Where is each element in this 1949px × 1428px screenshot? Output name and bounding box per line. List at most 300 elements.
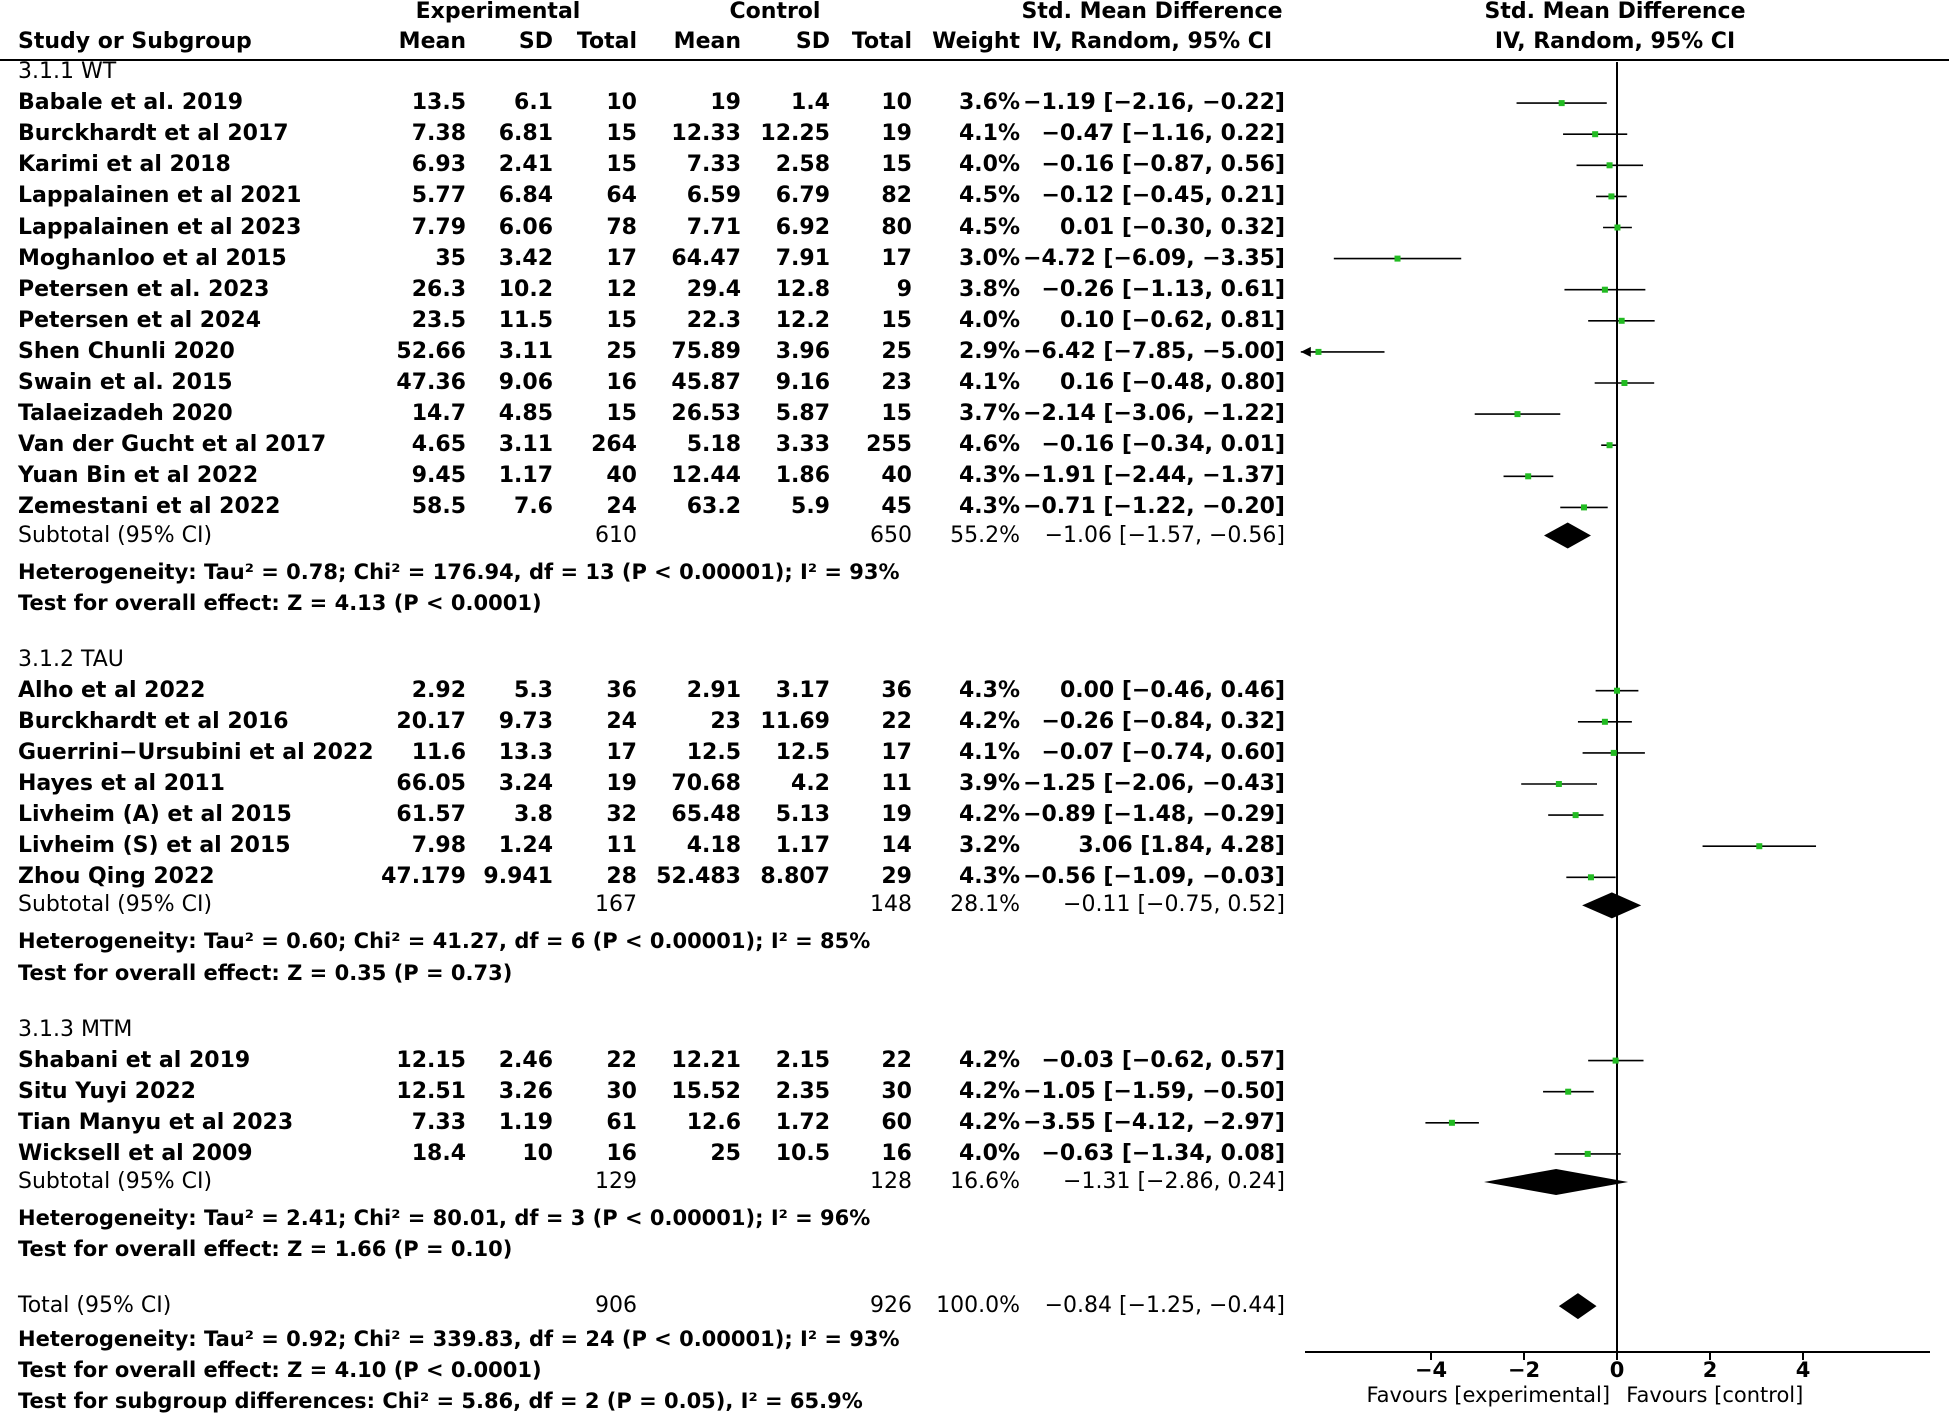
total-diamond — [1559, 1293, 1597, 1319]
mean-ctl: 26.53 — [671, 401, 741, 427]
study-name: Situ Yuyi 2022 — [18, 1078, 196, 1104]
sd-exp: 3.24 — [498, 771, 553, 796]
mean-ctl: 7.33 — [686, 152, 741, 178]
total-ci: −0.84 [−1.25, −0.44] — [1044, 1293, 1285, 1319]
study-name: Van der Gucht et al 2017 — [18, 432, 327, 458]
mean-exp: 5.77 — [411, 183, 466, 209]
total-ctl: 60 — [881, 1109, 912, 1135]
smd-ci: −0.07 [−0.74, 0.60] — [1041, 739, 1285, 765]
study-name: Alho et al 2022 — [18, 677, 206, 703]
point-estimate — [1602, 287, 1608, 293]
total-exp: 61 — [606, 1109, 637, 1135]
point-estimate — [1514, 411, 1520, 417]
mean-ctl: 19 — [710, 90, 741, 116]
weight: 4.0% — [958, 1140, 1020, 1166]
weight: 4.2% — [958, 802, 1020, 828]
sd-ctl: 3.33 — [775, 432, 830, 458]
weight: 4.3% — [958, 463, 1020, 489]
subtotal-ci: −1.31 [−2.86, 0.24] — [1063, 1169, 1285, 1194]
x-tick-label: −4 — [1414, 1358, 1448, 1382]
mean-ctl: 25 — [710, 1140, 741, 1166]
heterogeneity-text: Heterogeneity: Tau² = 2.41; Chi² = 80.01, df = 3 (P < 0.00001); I² = 96% — [18, 1206, 871, 1230]
mean-exp: 35 — [435, 245, 466, 271]
smd-ci: −1.25 [−2.06, −0.43] — [1023, 771, 1285, 796]
sd-exp: 1.17 — [498, 463, 553, 489]
sd-ctl: 5.87 — [775, 401, 830, 427]
point-estimate — [1607, 162, 1613, 168]
subgroup-title: 3.1.2 TAU — [18, 646, 124, 672]
subtotal-diamond — [1582, 892, 1641, 918]
sd-ctl: 9.16 — [775, 370, 830, 395]
total-exp: 10 — [606, 90, 637, 116]
total-ctl: 23 — [881, 370, 912, 395]
total-exp: 32 — [606, 802, 637, 828]
total-ctl: 30 — [881, 1078, 912, 1104]
mean-ctl: 22.3 — [686, 307, 741, 333]
point-estimate — [1588, 874, 1594, 880]
mean-ctl: 12.5 — [686, 739, 741, 765]
total-exp: 64 — [606, 183, 637, 209]
header-study: Study or Subgroup — [18, 29, 252, 54]
sd-exp: 10.2 — [498, 276, 553, 302]
header-weight: Weight — [932, 29, 1020, 54]
header-method-plot: IV, Random, 95% CI — [1494, 29, 1736, 54]
sd-ctl: 5.9 — [791, 494, 830, 520]
study-name: Burckhardt et al 2016 — [18, 708, 289, 734]
total-exp: 15 — [606, 307, 637, 333]
total-ctl: 22 — [881, 1047, 912, 1073]
mean-exp: 47.179 — [381, 864, 466, 890]
sd-ctl: 4.2 — [791, 771, 830, 796]
subtotal-label: Subtotal (95% CI) — [18, 892, 213, 918]
total-ctl: 36 — [881, 677, 912, 703]
point-estimate — [1607, 442, 1613, 448]
mean-exp: 23.5 — [411, 307, 466, 333]
weight: 4.1% — [958, 739, 1020, 765]
mean-ctl: 12.44 — [671, 463, 741, 489]
mean-exp: 58.5 — [411, 494, 466, 520]
mean-exp: 66.05 — [396, 771, 466, 796]
sd-exp: 5.3 — [514, 677, 553, 703]
total-exp: 25 — [606, 338, 637, 364]
total-ctl: 29 — [881, 864, 912, 890]
point-estimate — [1614, 688, 1620, 694]
total-ctl: 15 — [881, 152, 912, 178]
mean-exp: 7.33 — [411, 1109, 466, 1135]
weight: 4.1% — [958, 370, 1020, 395]
point-estimate — [1619, 318, 1625, 324]
header-mean-ctl: Mean — [673, 29, 741, 54]
study-name: Livheim (A) et al 2015 — [18, 802, 292, 828]
mean-ctl: 6.59 — [686, 183, 741, 209]
weight: 3.6% — [958, 90, 1020, 116]
smd-ci: −1.19 [−2.16, −0.22] — [1023, 90, 1285, 116]
smd-ci: 0.01 [−0.30, 0.32] — [1059, 214, 1285, 240]
total-exp: 16 — [606, 370, 637, 395]
weight: 4.6% — [958, 432, 1020, 458]
sd-ctl: 12.25 — [760, 121, 830, 147]
weight: 3.9% — [958, 771, 1020, 796]
total-label: Total (95% CI) — [18, 1293, 172, 1319]
sd-exp: 3.8 — [514, 802, 553, 828]
weight: 4.3% — [958, 494, 1020, 520]
weight: 3.2% — [958, 833, 1020, 859]
point-estimate — [1581, 504, 1587, 510]
weight: 4.2% — [958, 708, 1020, 734]
mean-exp: 18.4 — [411, 1140, 466, 1166]
study-name: Hayes et al 2011 — [18, 771, 225, 796]
header-total-ctl: Total — [851, 29, 912, 54]
study-name: Swain et al. 2015 — [18, 370, 233, 395]
sd-ctl: 12.5 — [775, 739, 830, 765]
subtotal-label: Subtotal (95% CI) — [18, 522, 213, 548]
sd-exp: 7.6 — [514, 494, 553, 520]
mean-exp: 26.3 — [411, 276, 466, 302]
point-estimate — [1565, 1089, 1571, 1095]
total-exp: 22 — [606, 1047, 637, 1073]
mean-ctl: 65.48 — [671, 802, 741, 828]
mean-exp: 2.92 — [411, 677, 466, 703]
smd-ci: −0.03 [−0.62, 0.57] — [1041, 1047, 1285, 1073]
mean-ctl: 63.2 — [686, 494, 741, 520]
point-estimate — [1621, 380, 1627, 386]
header-sd-exp: SD — [518, 29, 553, 54]
study-name: Wicksell et al 2009 — [18, 1140, 253, 1166]
sd-exp: 3.26 — [498, 1078, 553, 1104]
study-name: Guerrini−Ursubini et al 2022 — [18, 739, 374, 765]
subtotal-weight: 28.1% — [950, 892, 1020, 918]
total-exp: 16 — [606, 1140, 637, 1166]
sd-exp: 6.84 — [498, 183, 553, 209]
total-ctl: 19 — [881, 802, 912, 828]
weight: 3.0% — [958, 245, 1020, 271]
point-estimate — [1556, 781, 1562, 787]
total-exp: 12 — [606, 276, 637, 302]
smd-ci: −0.16 [−0.87, 0.56] — [1041, 152, 1285, 178]
study-name: Zhou Qing 2022 — [18, 864, 215, 890]
mean-ctl: 12.33 — [671, 121, 741, 147]
sd-exp: 3.11 — [498, 432, 553, 458]
mean-ctl: 75.89 — [671, 338, 741, 364]
subtotal-total-exp: 610 — [595, 522, 637, 548]
point-estimate — [1756, 843, 1762, 849]
header-total-exp: Total — [576, 29, 637, 54]
total-ctl: 9 — [896, 276, 912, 302]
subgroup-title: 3.1.1 WT — [18, 59, 117, 84]
header-smd-plot: Std. Mean Difference — [1484, 0, 1746, 24]
total-exp: 17 — [606, 245, 637, 271]
sd-exp: 2.41 — [498, 152, 553, 178]
sd-ctl: 1.17 — [775, 833, 830, 859]
sd-ctl: 1.86 — [775, 463, 830, 489]
smd-ci: −0.89 [−1.48, −0.29] — [1023, 802, 1285, 828]
study-name: Zemestani et al 2022 — [18, 494, 281, 520]
smd-ci: −2.14 [−3.06, −1.22] — [1023, 401, 1285, 427]
smd-ci: −0.26 [−1.13, 0.61] — [1041, 276, 1285, 302]
smd-ci: −0.26 [−0.84, 0.32] — [1041, 708, 1285, 734]
total-ctl: 255 — [866, 432, 912, 458]
subtotal-total-ctl: 650 — [870, 522, 912, 548]
weight: 3.7% — [958, 401, 1020, 427]
point-estimate — [1592, 131, 1598, 137]
mean-exp: 13.5 — [411, 90, 466, 116]
sd-exp: 3.42 — [498, 245, 553, 271]
study-name: Lappalainen et al 2023 — [18, 214, 302, 240]
mean-exp: 12.51 — [396, 1078, 466, 1104]
weight: 4.0% — [958, 307, 1020, 333]
weight: 4.0% — [958, 152, 1020, 178]
total-ctl: 25 — [881, 338, 912, 364]
sd-exp: 6.81 — [498, 121, 553, 147]
mean-ctl: 12.21 — [671, 1047, 741, 1073]
study-name: Petersen et al 2024 — [18, 307, 262, 333]
header-method-column: IV, Random, 95% CI — [1031, 29, 1273, 54]
mean-exp: 11.6 — [411, 739, 466, 765]
study-name: Tian Manyu et al 2023 — [18, 1109, 294, 1135]
sd-exp: 1.24 — [498, 833, 553, 859]
weight: 4.3% — [958, 864, 1020, 890]
sd-ctl: 6.92 — [775, 214, 830, 240]
x-tick-label: 0 — [1609, 1358, 1625, 1382]
study-name: Lappalainen et al 2021 — [18, 183, 302, 209]
total-ctl: 19 — [881, 121, 912, 147]
weight: 4.3% — [958, 677, 1020, 703]
mean-exp: 6.93 — [411, 152, 466, 178]
subtotal-total-exp: 129 — [595, 1169, 637, 1194]
header-smd-column: Std. Mean Difference — [1021, 0, 1283, 24]
sd-ctl: 1.4 — [791, 90, 830, 116]
total-ctl: 45 — [881, 494, 912, 520]
x-tick-label: 4 — [1795, 1358, 1811, 1382]
mean-exp: 12.15 — [396, 1047, 466, 1073]
sd-exp: 9.941 — [483, 864, 553, 890]
study-name: Petersen et al. 2023 — [18, 276, 270, 302]
total-exp: 264 — [591, 432, 637, 458]
total-exp: 19 — [606, 771, 637, 796]
subtotal-total-exp: 167 — [595, 892, 637, 918]
subtotal-label: Subtotal (95% CI) — [18, 1169, 213, 1194]
sd-ctl: 3.96 — [775, 338, 830, 364]
sd-ctl: 6.79 — [775, 183, 830, 209]
smd-ci: −0.16 [−0.34, 0.01] — [1041, 432, 1285, 458]
total-ctl: 40 — [881, 463, 912, 489]
study-name: Shabani et al 2019 — [18, 1047, 251, 1073]
total-exp: 15 — [606, 152, 637, 178]
sd-exp: 4.85 — [498, 401, 553, 427]
subtotal-diamond — [1484, 1169, 1628, 1195]
x-tick-label: 2 — [1702, 1358, 1718, 1382]
total-ctl: 82 — [881, 183, 912, 209]
mean-ctl: 12.6 — [686, 1109, 741, 1135]
mean-ctl: 2.91 — [686, 677, 741, 703]
total-exp: 15 — [606, 401, 637, 427]
sd-exp: 1.19 — [498, 1109, 553, 1135]
mean-exp: 7.38 — [411, 121, 466, 147]
point-estimate — [1585, 1151, 1591, 1157]
mean-exp: 47.36 — [396, 370, 466, 395]
mean-ctl: 15.52 — [671, 1078, 741, 1104]
total-exp: 15 — [606, 121, 637, 147]
mean-ctl: 45.87 — [671, 370, 741, 395]
mean-exp: 4.65 — [411, 432, 466, 458]
sd-ctl: 1.72 — [775, 1109, 830, 1135]
subtotal-total-ctl: 128 — [870, 1169, 912, 1194]
mean-ctl: 23 — [710, 708, 741, 734]
subtotal-diamond — [1544, 523, 1591, 549]
header-experimental: Experimental — [415, 0, 581, 24]
mean-ctl: 7.71 — [686, 214, 741, 240]
total-n-ctl: 926 — [870, 1293, 912, 1319]
point-estimate — [1315, 349, 1321, 355]
overall-effect-text: Test for overall effect: Z = 4.13 (P < 0.0001) — [18, 590, 542, 615]
total-exp: 17 — [606, 739, 637, 765]
smd-ci: −4.72 [−6.09, −3.35] — [1023, 245, 1285, 271]
point-estimate — [1573, 812, 1579, 818]
weight: 4.5% — [958, 183, 1020, 209]
sd-exp: 6.1 — [514, 90, 553, 116]
sd-exp: 3.11 — [498, 338, 553, 364]
study-name: Yuan Bin et al 2022 — [18, 463, 259, 489]
sd-ctl: 8.807 — [760, 864, 830, 890]
mean-ctl: 4.18 — [686, 833, 741, 859]
total-ctl: 17 — [881, 245, 912, 271]
subgroup-title: 3.1.3 MTM — [18, 1016, 133, 1042]
sd-ctl: 12.8 — [775, 276, 830, 302]
sd-exp: 9.73 — [498, 708, 553, 734]
subgroup-differences: Test for subgroup differences: Chi² = 5.86, df = 2 (P = 0.05), I² = 65.9% — [18, 1389, 863, 1414]
sd-ctl: 5.13 — [775, 802, 830, 828]
total-ctl: 17 — [881, 739, 912, 765]
subtotal-weight: 16.6% — [950, 1169, 1020, 1194]
sd-exp: 10 — [522, 1140, 553, 1166]
ci-arrow — [1301, 347, 1311, 357]
total-weight: 100.0% — [936, 1293, 1020, 1319]
total-ctl: 16 — [881, 1140, 912, 1166]
total-exp: 24 — [606, 494, 637, 520]
smd-ci: −1.91 [−2.44, −1.37] — [1023, 463, 1285, 489]
study-name: Karimi et al 2018 — [18, 152, 231, 178]
mean-ctl: 52.483 — [656, 864, 741, 890]
total-exp: 78 — [606, 214, 637, 240]
sd-ctl: 11.69 — [760, 708, 830, 734]
total-ctl: 15 — [881, 307, 912, 333]
smd-ci: 0.00 [−0.46, 0.46] — [1059, 677, 1285, 703]
point-estimate — [1602, 719, 1608, 725]
mean-ctl: 64.47 — [671, 245, 741, 271]
header-sd-ctl: SD — [795, 29, 830, 54]
total-exp: 40 — [606, 463, 637, 489]
weight: 4.5% — [958, 214, 1020, 240]
smd-ci: −0.63 [−1.34, 0.08] — [1041, 1140, 1285, 1166]
favours-experimental-label: Favours [experimental] — [1366, 1383, 1611, 1407]
point-estimate — [1611, 750, 1617, 756]
smd-ci: −6.42 [−7.85, −5.00] — [1023, 338, 1285, 364]
smd-ci: −3.55 [−4.12, −2.97] — [1023, 1109, 1285, 1135]
study-name: Moghanloo et al 2015 — [18, 245, 287, 271]
sd-ctl: 2.15 — [775, 1047, 830, 1073]
smd-ci: −0.71 [−1.22, −0.20] — [1023, 494, 1285, 520]
total-ctl: 14 — [881, 833, 912, 859]
subtotal-ci: −0.11 [−0.75, 0.52] — [1063, 892, 1285, 918]
total-ctl: 80 — [881, 214, 912, 240]
header-control: Control — [729, 0, 821, 24]
weight: 4.1% — [958, 121, 1020, 147]
study-name: Shen Chunli 2020 — [18, 338, 235, 364]
weight: 3.8% — [958, 276, 1020, 302]
subtotal-ci: −1.06 [−1.57, −0.56] — [1044, 522, 1285, 548]
smd-ci: −0.47 [−1.16, 0.22] — [1041, 121, 1285, 147]
total-n-exp: 906 — [595, 1293, 637, 1319]
sd-ctl: 2.58 — [775, 152, 830, 178]
total-exp: 30 — [606, 1078, 637, 1104]
sd-exp: 9.06 — [498, 370, 553, 395]
smd-ci: −0.56 [−1.09, −0.03] — [1023, 864, 1285, 890]
overall-effect-text: Test for overall effect: Z = 0.35 (P = 0.73) — [18, 960, 513, 985]
point-estimate — [1613, 1058, 1619, 1064]
study-name: Burckhardt et al 2017 — [18, 121, 289, 147]
total-exp: 11 — [606, 833, 637, 859]
sd-ctl: 2.35 — [775, 1078, 830, 1104]
total-exp: 28 — [606, 864, 637, 890]
mean-ctl: 70.68 — [671, 771, 741, 796]
total-ctl: 10 — [881, 90, 912, 116]
total-overall-effect: Test for overall effect: Z = 4.10 (P < 0.0001) — [18, 1358, 542, 1383]
total-heterogeneity: Heterogeneity: Tau² = 0.92; Chi² = 339.83, df = 24 (P < 0.00001); I² = 93% — [18, 1327, 900, 1352]
sd-exp: 6.06 — [498, 214, 553, 240]
smd-ci: 0.16 [−0.48, 0.80] — [1059, 370, 1285, 395]
overall-effect-text: Test for overall effect: Z = 1.66 (P = 0.10) — [18, 1237, 513, 1262]
mean-exp: 61.57 — [396, 802, 466, 828]
smd-ci: 0.10 [−0.62, 0.81] — [1059, 307, 1285, 333]
total-exp: 36 — [606, 677, 637, 703]
point-estimate — [1525, 473, 1531, 479]
total-ctl: 22 — [881, 708, 912, 734]
mean-exp: 14.7 — [411, 401, 466, 427]
mean-ctl: 29.4 — [686, 276, 741, 302]
study-name: Talaeizadeh 2020 — [18, 401, 233, 427]
mean-exp: 20.17 — [396, 708, 466, 734]
point-estimate — [1559, 100, 1565, 106]
favours-control-label: Favours [control] — [1626, 1383, 1804, 1407]
smd-ci: −0.12 [−0.45, 0.21] — [1041, 183, 1285, 209]
study-name: Livheim (S) et al 2015 — [18, 833, 291, 859]
weight: 2.9% — [958, 338, 1020, 364]
total-ctl: 11 — [881, 771, 912, 796]
header-mean-exp: Mean — [398, 29, 466, 54]
total-ctl: 15 — [881, 401, 912, 427]
sd-exp: 13.3 — [498, 739, 553, 765]
mean-exp: 52.66 — [396, 338, 466, 364]
sd-ctl: 7.91 — [775, 245, 830, 271]
sd-ctl: 3.17 — [775, 677, 830, 703]
mean-exp: 7.79 — [411, 214, 466, 240]
sd-exp: 11.5 — [498, 307, 553, 333]
x-tick-label: −2 — [1507, 1358, 1541, 1382]
weight: 4.2% — [958, 1078, 1020, 1104]
mean-exp: 7.98 — [411, 833, 466, 859]
point-estimate — [1449, 1120, 1455, 1126]
heterogeneity-text: Heterogeneity: Tau² = 0.78; Chi² = 176.94, df = 13 (P < 0.00001); I² = 93% — [18, 559, 900, 584]
weight: 4.2% — [958, 1047, 1020, 1073]
study-name: Babale et al. 2019 — [18, 90, 244, 116]
sd-ctl: 12.2 — [775, 307, 830, 333]
subtotal-weight: 55.2% — [950, 522, 1020, 548]
heterogeneity-text: Heterogeneity: Tau² = 0.60; Chi² = 41.27, df = 6 (P < 0.00001); I² = 85% — [18, 929, 871, 954]
sd-exp: 2.46 — [498, 1047, 553, 1073]
smd-ci: −1.05 [−1.59, −0.50] — [1023, 1078, 1285, 1104]
point-estimate — [1608, 193, 1614, 199]
point-estimate — [1395, 256, 1401, 262]
